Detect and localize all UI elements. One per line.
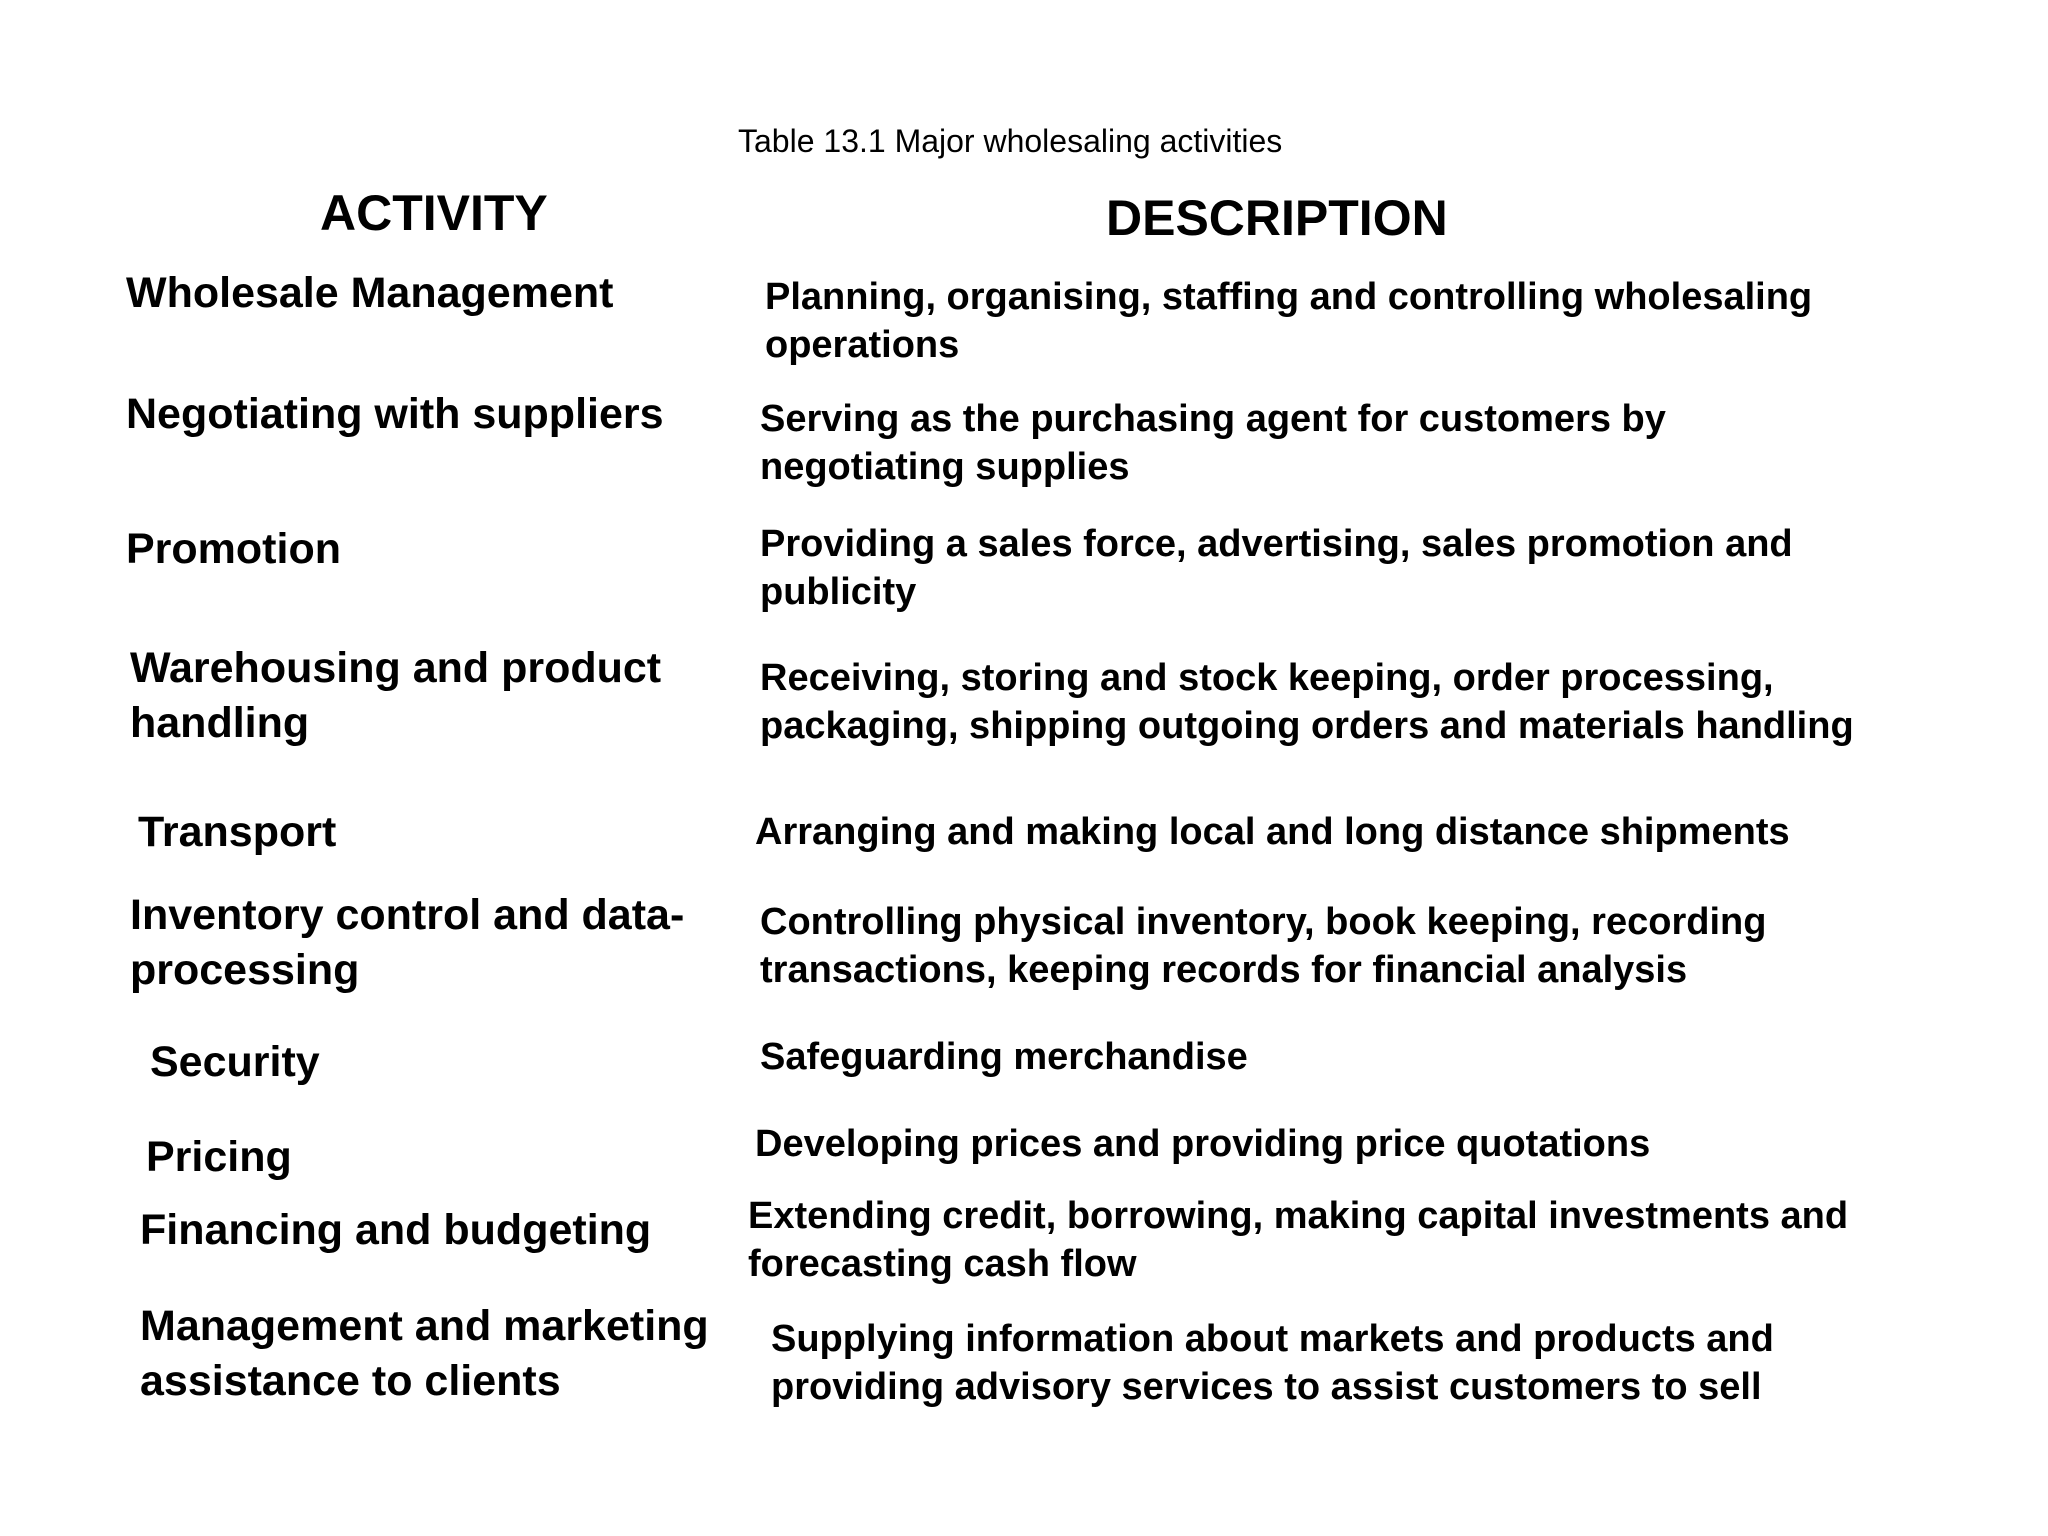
activity-cell-management-marketing: Management and marketing assistance to clients [140,1302,709,1405]
activity-cell-security: Security [150,1038,320,1086]
activity-cell-transport: Transport [138,808,337,856]
description-cell-promotion: Providing a sales force, advertising, sales promotion and publicity [760,523,1793,613]
description-cell-warehousing: Receiving, storing and stock keeping, order processing, packaging, shipping outgoing orders and materials handling [760,657,1854,747]
description-cell-management-marketing: Supplying information about markets and products and providing advisory services to assist customers to sell [771,1318,1774,1408]
activity-cell-wholesale-management: Wholesale Management [126,269,614,317]
activity-cell-negotiating: Negotiating with suppliers [126,390,664,438]
activity-column-header: ACTIVITY [320,185,548,241]
description-cell-transport: Arranging and making local and long distance shipments [755,811,1790,853]
activity-cell-pricing: Pricing [146,1133,292,1181]
activity-cell-financing: Financing and budgeting [140,1206,652,1254]
activity-cell-promotion: Promotion [126,525,341,573]
description-cell-wholesale-management: Planning, organising, staffing and controlling wholesaling operations [765,276,1813,366]
description-cell-negotiating: Serving as the purchasing agent for customers by negotiating supplies [760,398,1666,488]
activity-cell-inventory: Inventory control and data- processing [130,891,685,994]
description-column-header: DESCRIPTION [1106,190,1448,246]
description-cell-financing: Extending credit, borrowing, making capital investments and forecasting cash flow [748,1195,1849,1285]
description-cell-pricing: Developing prices and providing price quotations [755,1123,1651,1165]
table-caption: Table 13.1 Major wholesaling activities [738,123,1283,159]
activity-cell-warehousing: Warehousing and product handling [130,644,662,747]
description-cell-security: Safeguarding merchandise [760,1036,1248,1078]
description-cell-inventory: Controlling physical inventory, book keeping, recording transactions, keeping records for financial analysis [760,901,1767,991]
